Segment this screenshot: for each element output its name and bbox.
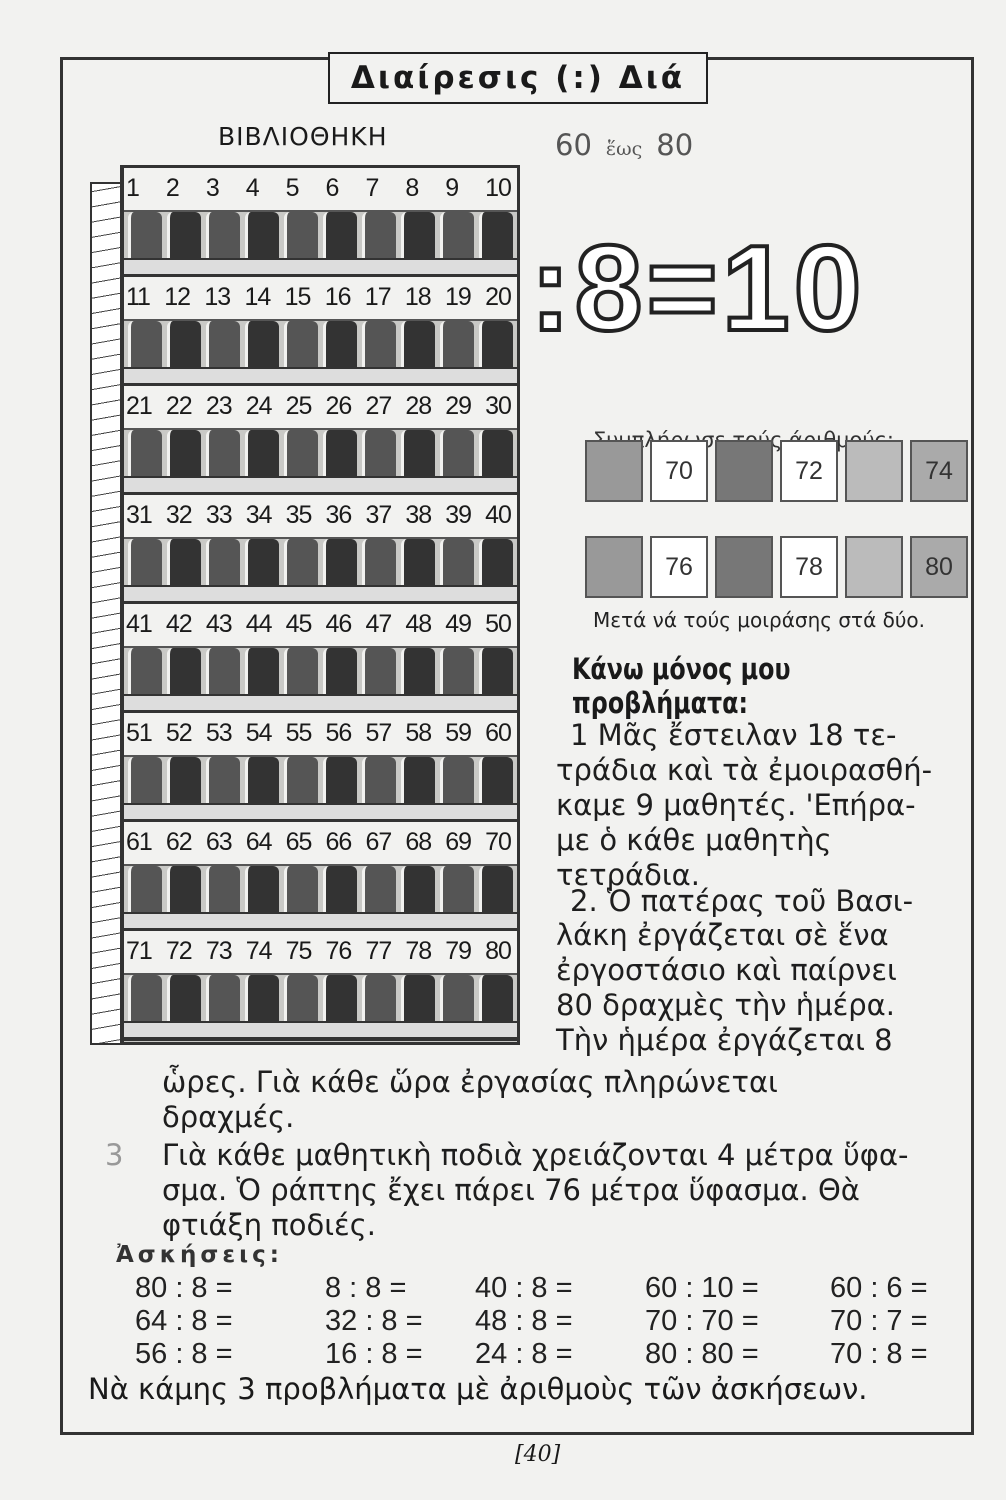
shelf-number: 25	[285, 392, 312, 420]
exercise-item: 56 : 8 =	[135, 1338, 233, 1370]
shelf-number: 26	[325, 392, 352, 420]
shelf-number: 79	[445, 937, 472, 965]
shelf-number: 21	[126, 392, 152, 420]
shelf-number: 34	[245, 501, 272, 529]
book	[128, 648, 162, 700]
book	[284, 212, 318, 264]
shelf-number: 75	[285, 937, 312, 965]
shelf-number: 11	[126, 283, 150, 311]
shelf-number: 27	[365, 392, 392, 420]
shelf-board	[124, 476, 517, 492]
bookcase-label: ΒΙΒΛΙΟΘΗΚΗ	[218, 122, 388, 151]
book	[206, 321, 240, 373]
shelf-number: 2	[165, 174, 179, 202]
shelf-number: 40	[485, 501, 511, 529]
shelf-number: 67	[365, 828, 392, 856]
book	[362, 212, 396, 264]
book	[284, 757, 318, 809]
book	[206, 539, 240, 591]
book	[362, 866, 396, 918]
book	[479, 866, 513, 918]
bookshelf-row	[124, 822, 517, 932]
book	[284, 539, 318, 591]
book	[206, 866, 240, 918]
exercise-item: 60 : 6 =	[830, 1272, 928, 1304]
shelf-number: 13	[204, 283, 231, 311]
range-to: 80	[656, 128, 694, 162]
shelf-numbers	[126, 501, 511, 530]
bookcase-body	[120, 165, 520, 1045]
number-square: 78	[780, 536, 838, 598]
bookshelf-row	[124, 713, 517, 823]
shelf-number: 61	[126, 828, 152, 856]
blank-square	[845, 440, 903, 502]
bookcase-illustration	[90, 157, 530, 1045]
book	[362, 539, 396, 591]
book	[167, 866, 201, 918]
exercise-item: 8 : 8 =	[325, 1272, 407, 1304]
shelf-number: 45	[285, 610, 312, 638]
book	[206, 430, 240, 482]
book	[245, 975, 279, 1027]
book	[362, 430, 396, 482]
book	[440, 212, 474, 264]
shelf-number: 19	[445, 283, 471, 311]
book	[401, 430, 435, 482]
problem-line: ὧρες. Γιὰ κάθε ὥρα ἐργασίας πληρώνεται	[162, 1065, 778, 1099]
shelf-board	[124, 1021, 517, 1037]
blank-square	[715, 440, 773, 502]
shelf-number: 59	[445, 719, 472, 747]
book	[401, 757, 435, 809]
shelf-number: 30	[485, 392, 511, 420]
problem-line: τετράδια.	[556, 858, 701, 892]
shelf-number: 46	[325, 610, 352, 638]
shelf-number: 47	[365, 610, 392, 638]
book	[167, 430, 201, 482]
shelf-number: 8	[405, 174, 419, 202]
books-row	[128, 212, 513, 264]
shelf-number: 41	[126, 610, 152, 638]
problem-line: καμε 9 μαθητές. 'Επήρα-	[556, 788, 916, 822]
books-row	[128, 757, 513, 809]
book	[440, 757, 474, 809]
shelf-number: 1	[126, 174, 139, 202]
shelf-numbers	[126, 174, 511, 203]
footer-instruction: Νὰ κάμης 3 προβλήματα μὲ ἀριθμοὺς τῶν ἀσκήσεων.	[88, 1372, 868, 1406]
books-row	[128, 430, 513, 482]
problem-line: Τὴν ἡμέρα ἐργάζεται 8	[556, 1023, 893, 1057]
book	[206, 648, 240, 700]
book	[245, 539, 279, 591]
shelf-number: 17	[364, 283, 391, 311]
shelf-number: 71	[126, 937, 152, 965]
book	[362, 757, 396, 809]
exercise-item: 80 : 80 =	[645, 1338, 759, 1370]
number-squares-row-2	[585, 536, 975, 598]
shelf-number: 48	[405, 610, 432, 638]
book	[440, 866, 474, 918]
bookshelf-row	[124, 604, 517, 714]
exercises-heading: Ἀσκήσεις:	[116, 1242, 283, 1268]
book	[167, 975, 201, 1027]
problem-3-number: 3	[105, 1138, 124, 1172]
shelf-number: 76	[325, 937, 352, 965]
books-row	[128, 866, 513, 918]
shelf-numbers	[126, 719, 511, 748]
page-title: Διαίρεσις (:) Διά	[328, 52, 708, 104]
book	[479, 212, 513, 264]
page-number: [40]	[515, 1442, 561, 1467]
book	[245, 648, 279, 700]
book	[323, 430, 357, 482]
shelf-number: 4	[245, 174, 259, 202]
shelf-number: 29	[445, 392, 472, 420]
shelf-number: 77	[365, 937, 392, 965]
book	[440, 539, 474, 591]
problem-line: 80 δραχμὲς τὴν ἡμέρα.	[556, 988, 896, 1022]
shelf-number: 53	[205, 719, 232, 747]
shelf-number: 57	[365, 719, 392, 747]
shelf-number: 69	[445, 828, 472, 856]
book	[323, 539, 357, 591]
exercise-item: 16 : 8 =	[325, 1338, 423, 1370]
shelf-number: 50	[485, 610, 511, 638]
book	[128, 321, 162, 373]
shelf-number: 66	[325, 828, 352, 856]
number-square: 74	[910, 440, 968, 502]
book	[479, 757, 513, 809]
shelf-number: 15	[284, 283, 311, 311]
shelf-number: 24	[245, 392, 272, 420]
book	[167, 539, 201, 591]
range-from: 60	[555, 128, 592, 162]
shelf-number: 80	[485, 937, 511, 965]
book	[245, 757, 279, 809]
book	[323, 757, 357, 809]
book	[284, 975, 318, 1027]
book	[401, 975, 435, 1027]
books-row	[128, 539, 513, 591]
shelf-number: 73	[205, 937, 232, 965]
shelf-number: 70	[485, 828, 511, 856]
blank-square	[585, 536, 643, 598]
exercise-item: 80 : 8 =	[135, 1272, 233, 1304]
shelf-number: 32	[165, 501, 192, 529]
shelf-number: 43	[205, 610, 232, 638]
shelf-number: 36	[325, 501, 352, 529]
shelf-number: 49	[445, 610, 472, 638]
books-row	[128, 648, 513, 700]
book	[284, 866, 318, 918]
book	[245, 866, 279, 918]
shelf-numbers	[126, 283, 511, 312]
book	[479, 321, 513, 373]
book	[401, 866, 435, 918]
book	[401, 539, 435, 591]
bookshelf-row	[124, 386, 517, 496]
shelf-number: 22	[165, 392, 192, 420]
number-squares-row-1	[585, 440, 975, 502]
shelf-number: 6	[325, 174, 339, 202]
exercise-item: 60 : 10 =	[645, 1272, 759, 1304]
bookshelf-row	[124, 277, 517, 387]
shelf-number: 18	[404, 283, 431, 311]
book	[479, 975, 513, 1027]
problem-line: δραχμές.	[162, 1100, 295, 1134]
shelf-number: 35	[285, 501, 312, 529]
book	[401, 212, 435, 264]
shelf-number: 52	[165, 719, 192, 747]
book	[362, 648, 396, 700]
shelf-number: 31	[126, 501, 152, 529]
book	[284, 430, 318, 482]
shelf-number: 63	[205, 828, 232, 856]
problem-line: 2. Ὁ πατέρας τοῦ Βασι-	[570, 884, 914, 918]
shelf-board	[124, 367, 517, 383]
shelf-number: 64	[245, 828, 272, 856]
problem-line: φτιάξη ποδιές.	[162, 1208, 376, 1242]
shelf-number: 39	[445, 501, 472, 529]
exercise-item: 70 : 7 =	[830, 1305, 928, 1337]
shelf-number: 42	[165, 610, 192, 638]
number-range	[555, 128, 693, 162]
problem-line: 1 Μᾶς ἔστειλαν 18 τε-	[570, 718, 897, 752]
shelf-number: 72	[165, 937, 192, 965]
shelf-number: 44	[245, 610, 272, 638]
book	[128, 975, 162, 1027]
book	[206, 975, 240, 1027]
share-instruction: Μετά νά τούς μοιράσης στά δύο.	[593, 608, 926, 632]
books-row	[128, 975, 513, 1027]
number-square: 70	[650, 440, 708, 502]
blank-square	[845, 536, 903, 598]
shelf-number: 37	[365, 501, 392, 529]
shelf-number: 60	[485, 719, 511, 747]
number-square: 76	[650, 536, 708, 598]
shelf-number: 7	[365, 174, 379, 202]
book	[128, 866, 162, 918]
book	[167, 212, 201, 264]
shelf-number: 65	[285, 828, 312, 856]
exercise-item: 48 : 8 =	[475, 1305, 573, 1337]
exercise-item: 70 : 70 =	[645, 1305, 759, 1337]
book	[323, 866, 357, 918]
shelf-numbers	[126, 610, 511, 639]
shelf-number: 38	[405, 501, 432, 529]
problem-line: με ὁ κάθε μαθητὴς	[556, 823, 832, 857]
problem-line: τράδια καὶ τὰ ἐμοιρασθή-	[556, 753, 933, 787]
book	[440, 648, 474, 700]
shelf-number: 62	[165, 828, 192, 856]
shelf-number: 78	[405, 937, 432, 965]
book	[284, 321, 318, 373]
shelf-numbers	[126, 392, 511, 421]
problem-line: Γιὰ κάθε μαθητικὴ ποδιὰ χρειάζονται 4 μέτρα ὕφα-	[162, 1138, 909, 1172]
book	[128, 539, 162, 591]
book	[401, 648, 435, 700]
book	[479, 539, 513, 591]
shelf-board	[124, 585, 517, 601]
shelf-number: 9	[445, 174, 459, 202]
shelf-number: 55	[285, 719, 312, 747]
book	[323, 321, 357, 373]
book	[245, 321, 279, 373]
book	[128, 212, 162, 264]
division-equation: :8=10	[530, 220, 866, 356]
shelf-board	[124, 694, 517, 710]
book	[479, 430, 513, 482]
book	[323, 212, 357, 264]
shelf-number: 10	[485, 174, 511, 202]
book	[479, 648, 513, 700]
shelf-number: 51	[126, 719, 152, 747]
book	[440, 430, 474, 482]
exercise-item: 24 : 8 =	[475, 1338, 573, 1370]
book	[167, 321, 201, 373]
shelf-number: 16	[324, 283, 351, 311]
blank-square	[585, 440, 643, 502]
problems-heading: Κάνω μόνος μου προβλήματα:	[572, 652, 791, 720]
bookshelf-row	[124, 495, 517, 605]
book	[323, 975, 357, 1027]
exercise-item: 32 : 8 =	[325, 1305, 423, 1337]
shelf-number: 14	[244, 283, 271, 311]
exercise-item: 40 : 8 =	[475, 1272, 573, 1304]
book	[167, 648, 201, 700]
shelf-number: 74	[245, 937, 272, 965]
exercise-item: 70 : 8 =	[830, 1338, 928, 1370]
book	[206, 212, 240, 264]
book	[323, 648, 357, 700]
problem-line: σμα. Ὁ ράπτης ἔχει πάρει 76 μέτρα ὕφασμα. Θὰ	[162, 1173, 860, 1207]
bookcase-side-panel	[90, 182, 122, 1045]
shelf-number: 20	[485, 283, 511, 311]
book	[128, 757, 162, 809]
book	[206, 757, 240, 809]
fill-in-prompt: άριθμούς:	[789, 428, 894, 452]
shelf-number: 12	[164, 283, 191, 311]
shelf-board	[124, 258, 517, 274]
shelf-number: 23	[205, 392, 232, 420]
bookshelf-row	[124, 931, 517, 1041]
bookshelf-row	[124, 168, 517, 278]
book	[284, 648, 318, 700]
shelf-numbers	[126, 937, 511, 966]
shelf-number: 56	[325, 719, 352, 747]
number-square: 80	[910, 536, 968, 598]
shelf-number: 58	[405, 719, 432, 747]
shelf-numbers	[126, 828, 511, 857]
book	[401, 321, 435, 373]
book	[362, 321, 396, 373]
shelf-number: 28	[405, 392, 432, 420]
book	[440, 975, 474, 1027]
problem-line: ἐργοστάσιο καὶ παίρνει	[556, 953, 897, 987]
shelf-board	[124, 912, 517, 928]
exercise-item: 64 : 8 =	[135, 1305, 233, 1337]
book	[245, 212, 279, 264]
shelf-number: 33	[205, 501, 232, 529]
problem-line: λάκη ἐργάζεται σὲ ἕνα	[556, 918, 889, 952]
books-row	[128, 321, 513, 373]
book	[245, 430, 279, 482]
shelf-number: 68	[405, 828, 432, 856]
book	[167, 757, 201, 809]
book	[128, 430, 162, 482]
book	[362, 975, 396, 1027]
shelf-number: 54	[245, 719, 272, 747]
blank-square	[715, 536, 773, 598]
shelf-number: 3	[205, 174, 219, 202]
number-square: 72	[780, 440, 838, 502]
shelf-board	[124, 803, 517, 819]
shelf-number: 5	[285, 174, 299, 202]
book	[440, 321, 474, 373]
range-word: ἕως	[605, 138, 643, 160]
